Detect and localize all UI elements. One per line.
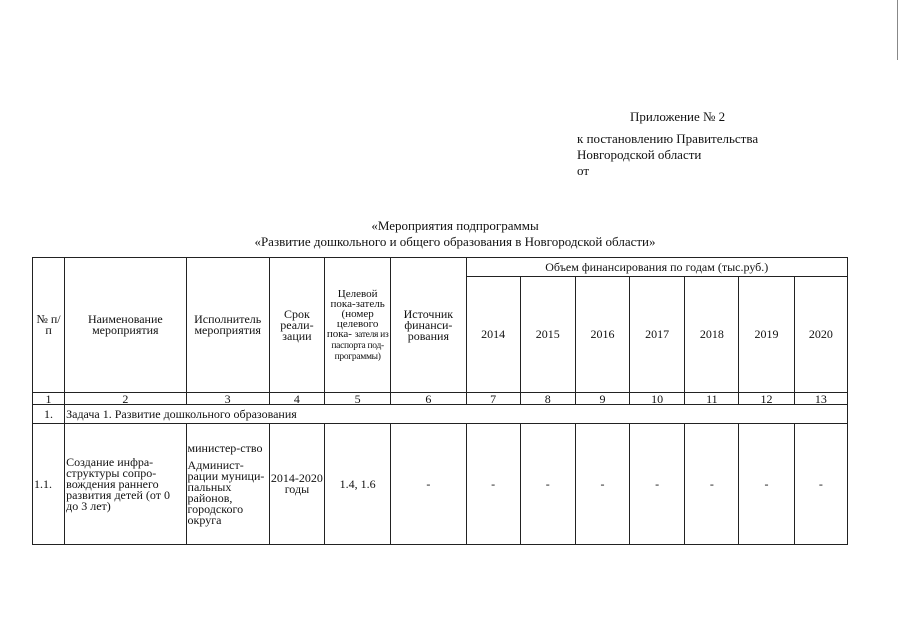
column-number: 11 xyxy=(685,393,739,405)
appendix-region: Новгородской области xyxy=(577,147,702,162)
header-indicator-main: Целевой пока-затель (номер целевого пока- xyxy=(326,287,385,340)
row-value: - xyxy=(466,424,520,545)
column-number: 3 xyxy=(186,393,269,405)
column-number: 2 xyxy=(65,393,186,405)
column-number: 5 xyxy=(325,393,391,405)
row-value: - xyxy=(520,424,575,545)
title-line-2: «Развитие дошкольного и общего образования в Новгородской области» xyxy=(254,234,656,249)
column-number: 4 xyxy=(269,393,324,405)
row-value: - xyxy=(575,424,629,545)
document-title xyxy=(160,218,750,250)
header-indicator-note: зателя из паспорта под-программы) xyxy=(331,329,389,362)
header-year: 2020 xyxy=(794,277,847,393)
column-number: 8 xyxy=(520,393,575,405)
header-num: № п/п xyxy=(33,258,65,393)
row-value: - xyxy=(685,424,739,545)
row-executor xyxy=(186,424,269,545)
row-value: - xyxy=(794,424,847,545)
column-number: 9 xyxy=(575,393,629,405)
header-executor: Исполнитель мероприятия xyxy=(186,258,269,393)
row-name: Создание инфра-структуры сопро-вождения раннего развития детей (от 0 до 3 лет) xyxy=(65,424,186,545)
header-term: Срок реали-зации xyxy=(269,258,324,393)
measures-table xyxy=(32,257,848,545)
appendix-block xyxy=(577,109,877,179)
header-source: Источник финанси-рования xyxy=(391,258,466,393)
header-year: 2017 xyxy=(630,277,685,393)
row-indicator: 1.4, 1.6 xyxy=(325,424,391,545)
header-year: 2016 xyxy=(575,277,629,393)
row-number: 1.1. xyxy=(33,424,65,545)
column-number: 12 xyxy=(739,393,794,405)
column-number: 13 xyxy=(794,393,847,405)
header-indicator xyxy=(325,258,391,393)
table-row xyxy=(33,424,848,545)
column-number-row xyxy=(33,393,848,405)
task-row xyxy=(33,405,848,424)
appendix-decree: к постановлению Правительства xyxy=(577,131,759,146)
row-executor-ministry: министер-ство xyxy=(187,440,263,455)
column-number: 6 xyxy=(391,393,466,405)
title-line-1: «Мероприятия подпрограммы xyxy=(371,218,539,233)
header-year: 2019 xyxy=(739,277,794,393)
header-row-top xyxy=(33,258,848,277)
header-name: Наименование мероприятия xyxy=(65,258,186,393)
column-number: 1 xyxy=(33,393,65,405)
task-number: 1. xyxy=(33,405,65,424)
row-source: - xyxy=(391,424,466,545)
row-value: - xyxy=(630,424,685,545)
page-edge-line xyxy=(897,0,898,60)
row-value: - xyxy=(739,424,794,545)
column-number: 7 xyxy=(466,393,520,405)
appendix-number: Приложение № 2 xyxy=(630,109,726,124)
header-funding: Объем финансирования по годам (тыс.руб.) xyxy=(466,258,847,277)
row-executor-administrations: Админист-рации муници-пальных районов, городского округа xyxy=(187,457,265,527)
task-label: Задача 1. Развитие дошкольного образования xyxy=(65,405,848,424)
header-year: 2015 xyxy=(520,277,575,393)
row-term: 2014-2020 годы xyxy=(269,424,324,545)
column-number: 10 xyxy=(630,393,685,405)
header-year: 2018 xyxy=(685,277,739,393)
header-year: 2014 xyxy=(466,277,520,393)
appendix-date: от xyxy=(577,163,590,178)
